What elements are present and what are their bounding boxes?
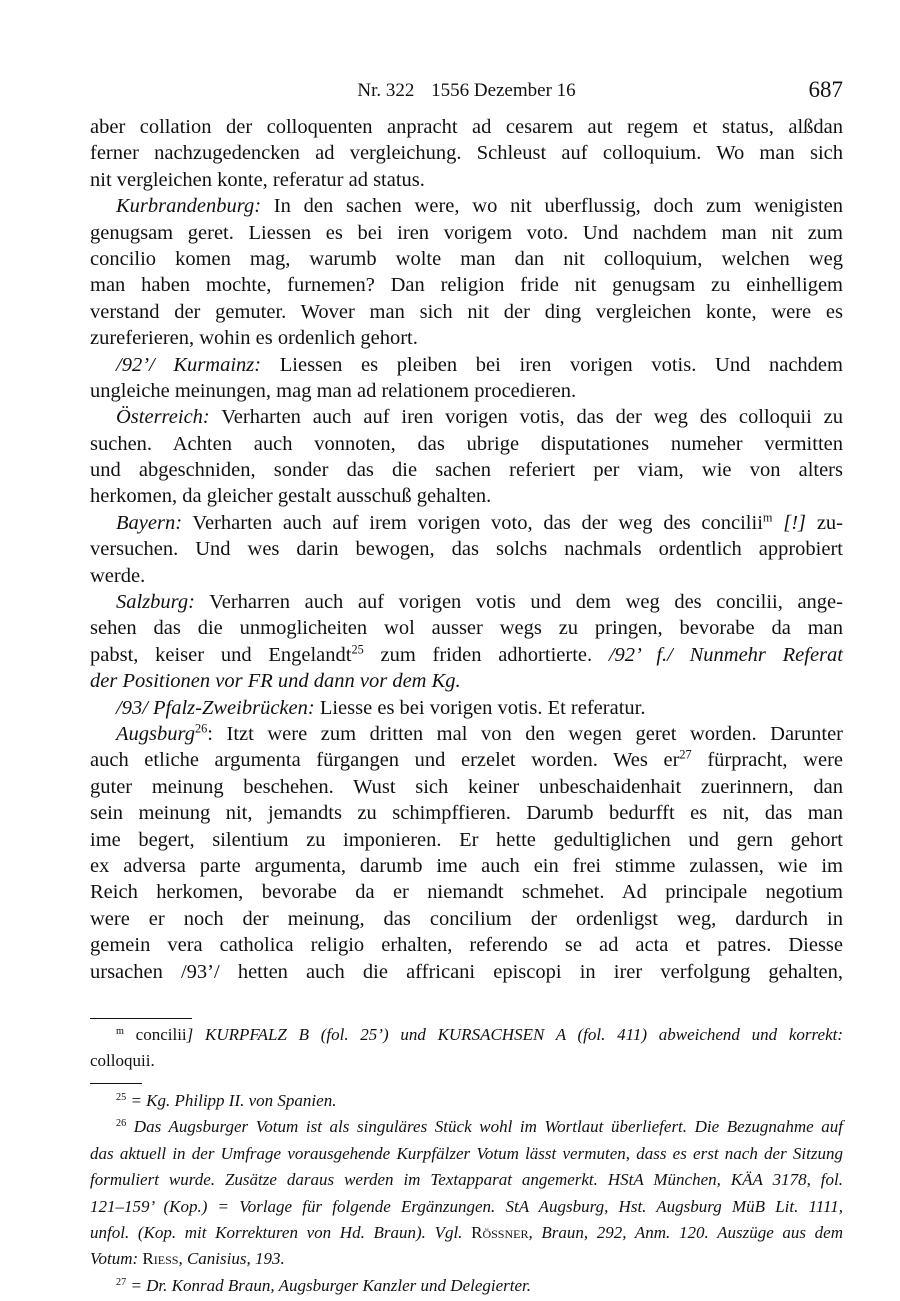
text-run: ferner nachzugedencken ad vergleichung. Schleust auf colloquium. Wo man sich [90, 142, 843, 165]
text-run: formuliert wurde. Zusätze daraus werden im Textapparat angemerkt. HStA München, KÄA 3178, fol. [90, 1170, 843, 1190]
text-line [90, 536, 843, 562]
text-line [90, 695, 843, 721]
text-run: /93/ Pfalz-Zweibrücken: [116, 696, 315, 719]
text-line [90, 747, 843, 773]
text-line [90, 906, 843, 932]
text-line [90, 404, 843, 430]
text-run: [!] [772, 511, 807, 534]
text-line [90, 1196, 843, 1222]
footnote-marker: m [762, 510, 773, 525]
text-run: Reich herkomen, bevorabe da er niemandt schmehet. Ad principale negotium [90, 881, 843, 904]
text-line [90, 1275, 843, 1301]
text-run: zum friden adhortierte. [363, 643, 609, 666]
text-run: Kurbrandenburg: [116, 195, 262, 218]
text-run: zureferieren, wohin es ordenlich gehort. [90, 327, 418, 350]
running-header [90, 77, 843, 106]
text-line [90, 1090, 843, 1116]
text-run: pabst, keiser und Engelandt [90, 643, 352, 666]
text-run: sehen das die unmoglicheiten wol ausser wegs zu pringen, bevorabe da man [90, 617, 843, 640]
text-run: Rössner [471, 1222, 529, 1242]
text-run: fürpracht, were [691, 749, 844, 772]
text-run: , Braun, 292, Anm. 120. Auszüge aus dem [528, 1222, 844, 1242]
text-line [90, 457, 843, 483]
text-line [90, 932, 843, 958]
text-run: : Itzt were zum dritten mal von den wegen geret worden. Darunter [207, 722, 843, 745]
text-run: auch etliche argumenta fürgangen und erzelet worden. Wes er [90, 749, 680, 772]
document-date: 1556 Dezember 16 [431, 80, 576, 101]
text-line [90, 140, 843, 166]
text-line [90, 1143, 843, 1169]
footnote-marker: 27 [116, 1276, 127, 1288]
text-run: concilio komen mag, warumb wolte man dan nit colloquium, welchen weg [90, 247, 843, 270]
text-run: gemein vera catholica religio erhalten, referendo se ad acta et patres. Diesse [90, 934, 843, 957]
text-line [90, 325, 843, 351]
text-run: /92’ f./ Nunmehr Referat [608, 643, 843, 666]
text-run: sein meinung nit, jemandts zu schimpffieren. Darumb bedurfft es nit, das man [90, 802, 843, 825]
text-run: ime begert, silentium zu imponieren. Er hette gedultiglichen und gern gehort [90, 828, 843, 851]
text-line [90, 721, 843, 747]
text-run: Bayern: [116, 511, 183, 534]
text-run: genugsam geret. Liessen es bei iren vorigem voto. Und nachdem man nit zum [90, 221, 843, 244]
textual-apparatus [90, 1024, 843, 1077]
text-line [90, 114, 843, 140]
text-line [90, 378, 843, 404]
text-run: concilii [123, 1025, 187, 1044]
text-line [90, 615, 843, 641]
text-line [90, 1248, 843, 1274]
footnote-marker: 26 [194, 721, 208, 736]
text-run: were er noch der meinung, das concilium der ordenligst weg, dardurch in [90, 907, 843, 930]
text-run: suchen. Achten auch vonnoten, das ubrige disputationes numeher vermitten [90, 432, 843, 455]
text-line [90, 510, 843, 536]
text-run: Augsburg [116, 722, 195, 745]
footnote-marker: m [116, 1025, 124, 1037]
text-run: Riess [142, 1249, 179, 1269]
text-run: zu- [806, 511, 843, 534]
text-run: ursachen /93’/ hetten auch die affricani episcopi in irer verfolgung gehalten, [90, 960, 843, 983]
footnote-marker: 25 [116, 1091, 127, 1103]
text-run: verstand der gemuter. Wover man sich nit der ding vergleichen konte, were es [90, 300, 843, 323]
text-line [90, 220, 843, 246]
text-line [90, 1222, 843, 1248]
text-run: versuchen. Und wes darin bewogen, das solchs nachmals ordentlich approbiert [90, 538, 843, 561]
footnote-divider [90, 1083, 142, 1084]
text-line [90, 431, 843, 457]
text-run: und abgeschniden, sonder das die sachen referiert per viam, wie von alters [90, 459, 843, 482]
text-line [90, 827, 843, 853]
text-run: das aktuell in der Umfrage vorausgehende Kurpfälzer Votum lässt vermuten, dass es erst nach der Sitzung [90, 1143, 843, 1163]
text-run: Liessen es pleiben bei iren vorigen votis. Und nachdem [261, 353, 843, 376]
page-number: 687 [808, 77, 843, 102]
footnotes [90, 1090, 843, 1301]
document-number: Nr. 322 [357, 80, 415, 101]
text-line [90, 642, 843, 668]
text-line [90, 853, 843, 879]
text-line [90, 272, 843, 298]
text-run: 121–159’ (Kop.) = Vorlage für folgende Ergänzungen. StA Augsburg, Hst. Augsburg MüB Lit. 1111, [90, 1196, 843, 1216]
text-run: unfol. (Kop. mit Korrekturen von Hd. Braun). Vgl. [90, 1222, 472, 1242]
text-line [90, 800, 843, 826]
text-line [90, 1050, 843, 1076]
text-run: In den sachen were, wo nit uberflussig, doch zum wenigisten [261, 195, 843, 218]
text-line [90, 193, 843, 219]
text-run: Verharten auch auf iren vorigen votis, das der weg des colloquii zu [209, 406, 843, 429]
text-run: /92’/ Kurmainz: [116, 353, 262, 376]
text-run: Salzburg: [116, 591, 195, 614]
text-run: Österreich: [116, 406, 210, 429]
text-run: herkomen, da gleicher gestalt ausschuß gehalten. [90, 485, 492, 508]
header-title [90, 80, 843, 102]
text-run: = Kg. Philipp II. von Spanien. [126, 1091, 337, 1110]
text-run: ] KURPFALZ B (fol. 25’) und KURSACHSEN A (fol. 411) abweichend und korrekt: [186, 1025, 844, 1044]
footnote-divider [90, 1018, 192, 1019]
text-run: Liesse es bei vorigen votis. Et referatur. [314, 696, 646, 719]
text-run: man haben mochte, furnemen? Dan religion fride nit genugsam zu einhelligem [90, 274, 843, 297]
text-run: ungleiche meinungen, mag man ad relationem procedieren. [90, 379, 577, 402]
footnote-marker: 27 [679, 748, 692, 762]
text-line [90, 879, 843, 905]
text-line [90, 774, 843, 800]
text-line [90, 668, 843, 694]
text-run: der Positionen vor FR und dann vor dem Kg. [90, 670, 461, 693]
main-text [90, 114, 843, 985]
text-run: aber collation der colloquenten anpracht ad cesarem aut regem et status, alßdan [90, 116, 843, 138]
footnote-marker: 25 [351, 642, 364, 657]
text-run: Verharren auch auf vorigen votis und dem weg des concilii, ange- [194, 591, 843, 614]
text-line [90, 1169, 843, 1195]
text-run: ex adversa parte argumenta, darumb ime auch ein frei stimme zulassen, wie im [90, 854, 843, 877]
text-run: = Dr. Konrad Braun, Augsburger Kanzler und Delegierter. [126, 1275, 532, 1295]
text-run: guter meinung beschehen. Wust sich keiner unbeschaidenhait zuerinnern, dan [90, 775, 843, 798]
text-run: colloquii. [90, 1051, 155, 1071]
text-run: werde. [90, 564, 146, 587]
text-line [90, 563, 843, 589]
text-line [90, 246, 843, 272]
text-line [90, 167, 843, 193]
text-run: Verharten auch auf irem vorigen voto, das der weg des concilii [182, 511, 763, 534]
text-run: Das Augsburger Votum ist als singuläres Stück wohl im Wortlaut überliefert. Die Bezugnahme auf [126, 1117, 843, 1137]
text-line [90, 1024, 843, 1050]
text-line [90, 299, 843, 325]
text-line [90, 589, 843, 615]
text-line [90, 1116, 843, 1142]
text-line [90, 352, 843, 378]
footnote-marker: 26 [116, 1118, 127, 1130]
text-line [90, 959, 843, 985]
text-run: , Canisius, 193. [178, 1249, 285, 1269]
text-run: nit vergleichen konte, referatur ad status. [90, 168, 425, 191]
text-line [90, 483, 843, 509]
text-run: Votum: [90, 1249, 143, 1269]
